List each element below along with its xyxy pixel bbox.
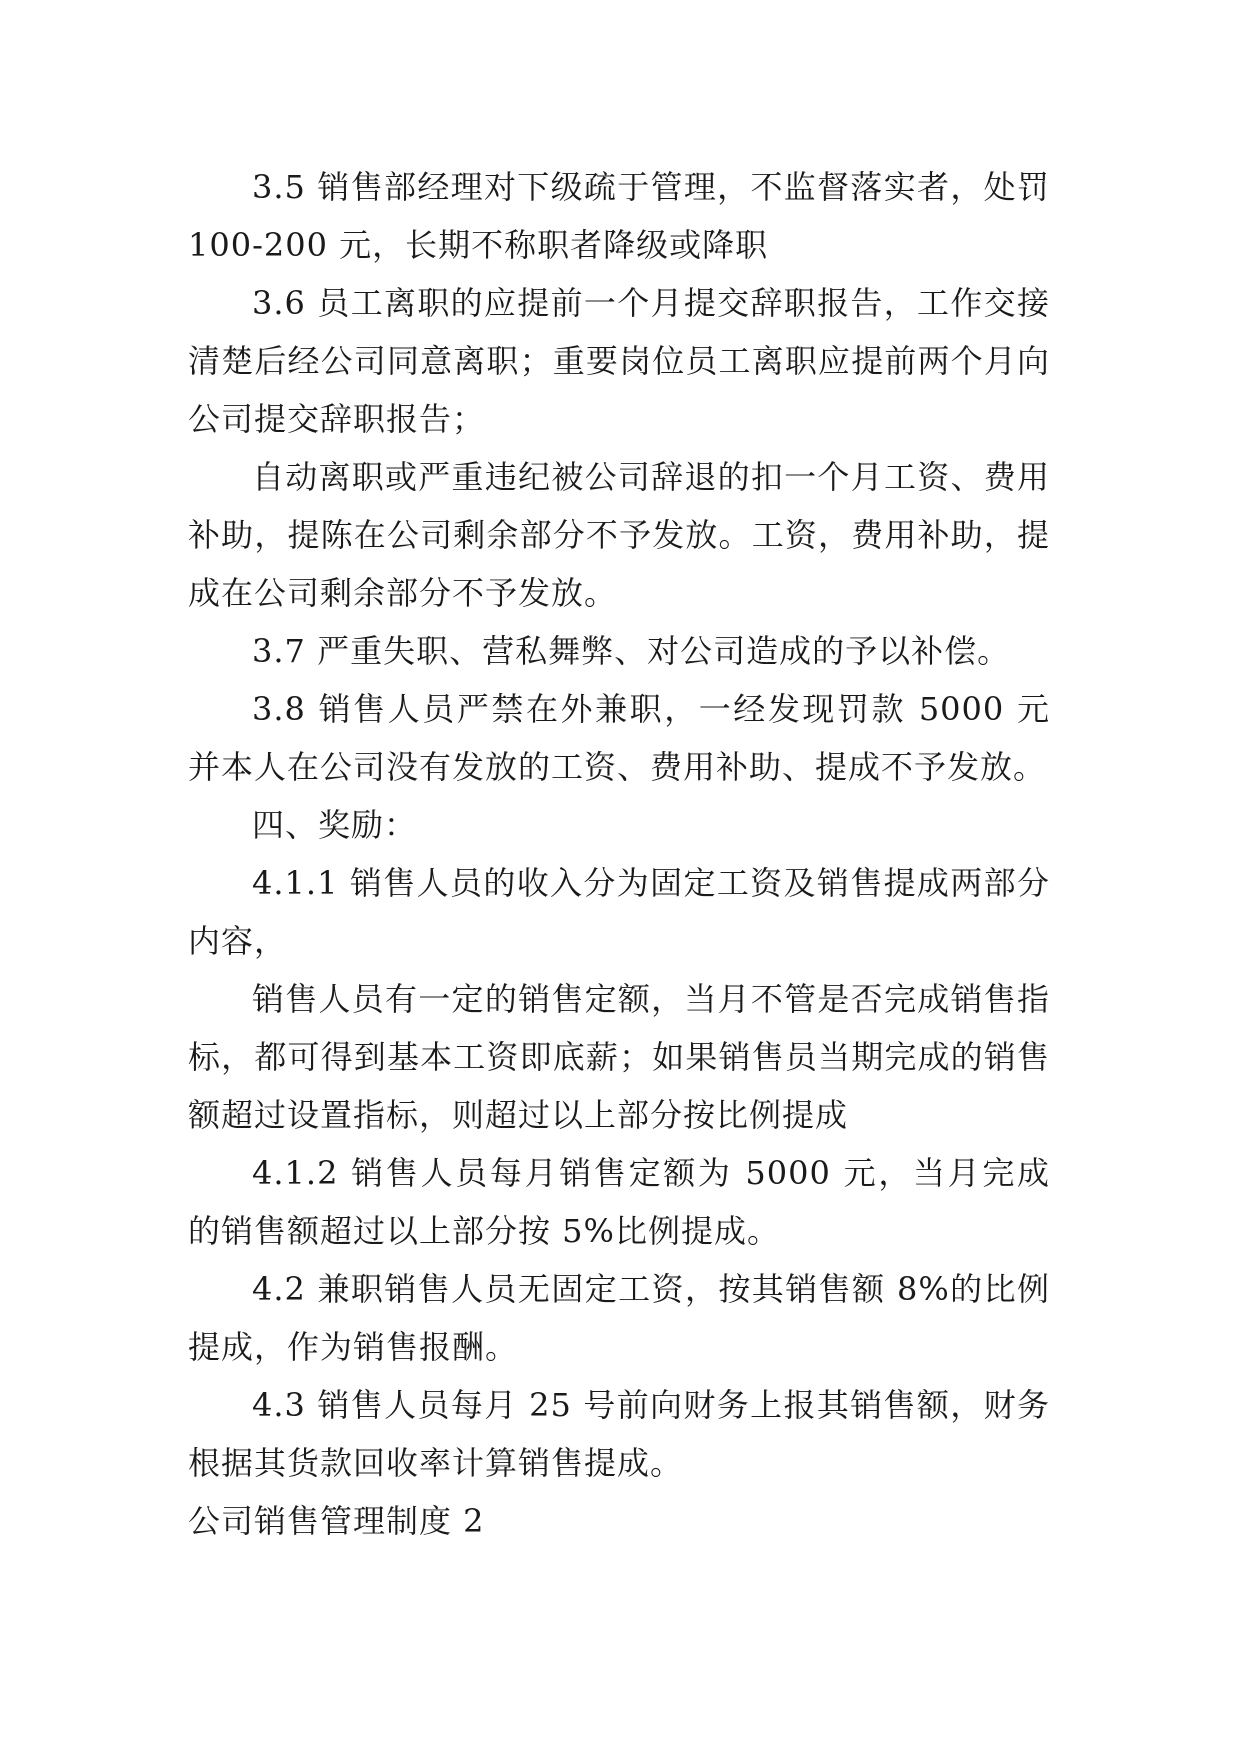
paragraph-3-8: 3.8 销售人员严禁在外兼职，一经发现罚款 5000 元并本人在公司没有发放的工资、费用补助、提成不予发放。 [188,690,1050,786]
paragraph-4-2: 4.2 兼职销售人员无固定工资，按其销售额 8%的比例提成，作为销售报酬。 [188,1270,1050,1366]
paragraph-4-1-2: 4.1.2 销售人员每月销售定额为 5000 元，当月完成的销售额超过以上部分按 5%比例提成。 [188,1154,1050,1250]
paragraph-3-7: 3.7 严重失职、营私舞弊、对公司造成的予以补偿。 [252,632,1011,670]
paragraph-3-6: 3.6 员工离职的应提前一个月提交辞职报告，工作交接清楚后经公司同意离职；重要岗位员工离职应提前两个月向公司提交辞职报告； [188,284,1050,438]
paragraph-4-3: 4.3 销售人员每月 25 号前向财务上报其销售额，财务根据其货款回收率计算销售提成。 [188,1386,1050,1482]
document-body [188,158,1050,1550]
section-title: 公司销售管理制度 2 [188,1502,485,1540]
paragraph-sales-quota: 销售人员有一定的销售定额，当月不管是否完成销售指标，都可得到基本工资即底薪；如果销售员当期完成的销售额超过设置指标，则超过以上部分按比例提成 [188,980,1050,1134]
paragraph-3-5: 3.5 销售部经理对下级疏于管理，不监督落实者，处罚100-200 元，长期不称职者降级或降职 [188,168,1050,264]
paragraph-4-1-1: 4.1.1 销售人员的收入分为固定工资及销售提成两部分内容， [188,864,1050,960]
paragraph-auto-resign: 自动离职或严重违纪被公司辞退的扣一个月工资、费用补助，提陈在公司剩余部分不予发放。工资，费用补助，提成在公司剩余部分不予发放。 [188,458,1050,612]
heading-rewards: 四、奖励： [252,806,418,844]
